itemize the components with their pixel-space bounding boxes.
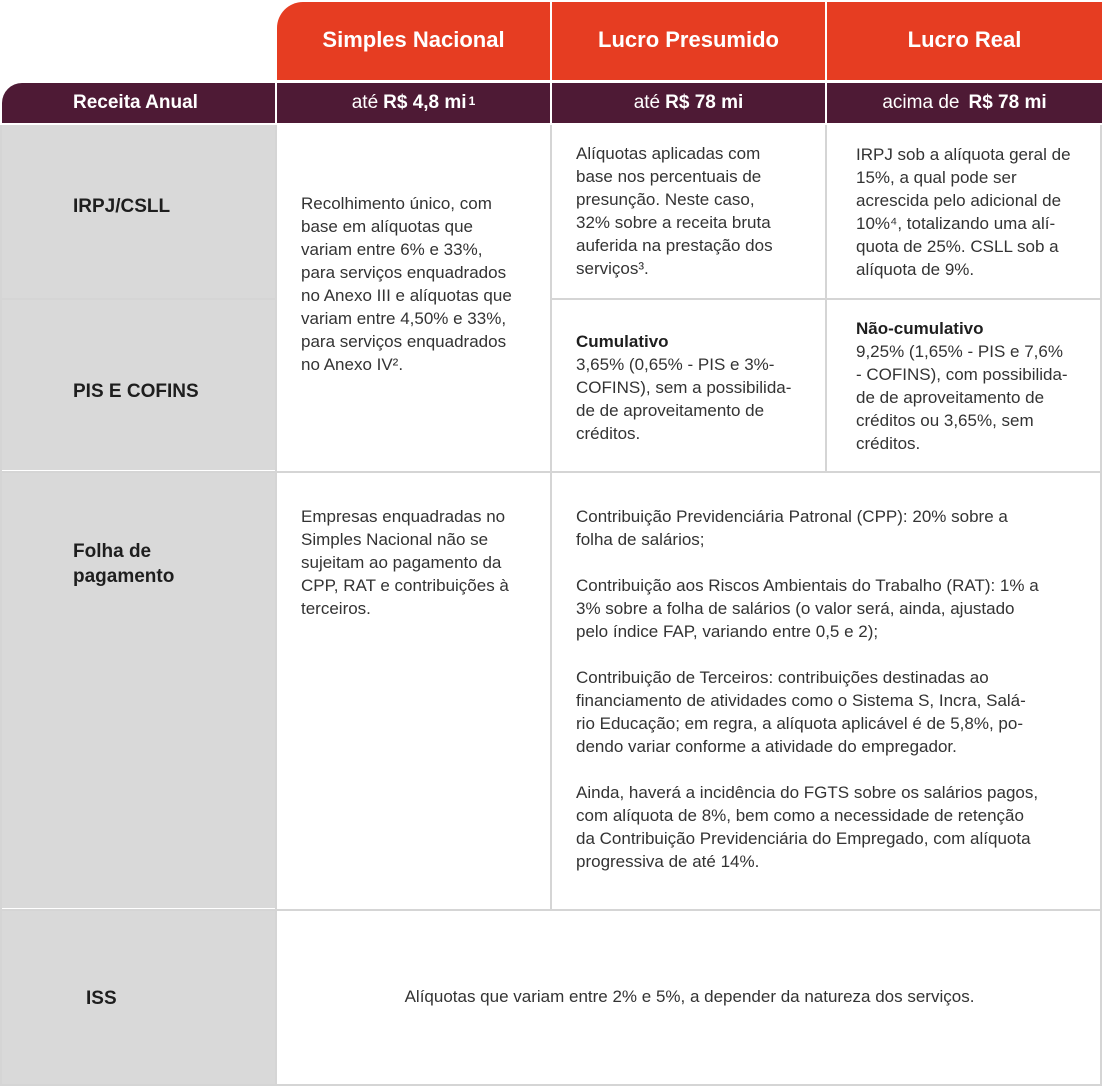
row-label-text: pagamento <box>73 566 175 587</box>
cell-line: de de aproveitamento de <box>856 388 1045 407</box>
receita-value: R$ 4,8 mi <box>383 92 467 113</box>
cell-line: Ainda, haverá a incidência do FGTS sobre os salários pagos, <box>576 783 1039 802</box>
grid-line <box>550 298 1102 300</box>
cell-line: variam entre 6% e 33%, <box>301 240 483 259</box>
cell-heading: Cumulativo <box>576 332 669 351</box>
cell-line: créditos. <box>576 424 641 443</box>
cell-line: Alíquotas aplicadas com <box>576 144 761 163</box>
cell-line: acrescida pelo adicional de <box>856 191 1062 210</box>
grid-line <box>0 471 1102 473</box>
receita-label-text: Receita Anual <box>73 92 198 113</box>
cell-line: Alíquotas que variam entre 2% e 5%, a depender da natureza dos serviços. <box>404 987 975 1006</box>
row-label-irpj-csll <box>2 125 275 298</box>
grid-line <box>275 125 277 1086</box>
cell-line: com alíquota de 8%, bem como a necessidade de retenção <box>576 806 1024 825</box>
cell-line: 15%, a qual pode ser <box>856 168 1017 187</box>
folha-paragraph-cpp <box>576 505 1096 551</box>
receita-real <box>827 83 1102 123</box>
cell-line: CPP, RAT e contribuições à <box>301 576 509 595</box>
cell-line: Contribuição Previdenciária Patronal (CPP): 20% sobre a <box>576 507 1008 526</box>
cell-line: Simples Nacional não se <box>301 530 489 549</box>
cell-line: 3,65% (0,65% - PIS e 3%- <box>576 355 775 374</box>
cell-line: IRPJ sob a alíquota geral de <box>856 145 1071 164</box>
header-label: Simples Nacional <box>322 26 505 52</box>
cell-line: base em alíquotas que <box>301 217 474 236</box>
cell-line: folha de salários; <box>576 530 705 549</box>
folha-paragraph-fgts <box>576 781 1096 873</box>
cell-line: COFINS), sem a possibilida- <box>576 378 792 397</box>
simples-irpj-pis-cell <box>301 192 546 376</box>
real-irpj-cell <box>856 143 1100 281</box>
simples-folha-cell <box>301 505 546 620</box>
cell-line: no Anexo III e alíquotas que <box>301 286 512 305</box>
cell-line: 10%⁴, totalizando uma alí- <box>856 214 1056 233</box>
cell-line: rio Educação; em regra, a alíquota aplicável é de 5,8%, po- <box>576 714 1023 733</box>
row-label-text: PIS E COFINS <box>73 381 199 402</box>
cell-line: financiamento de atividades como o Sistema S, Incra, Salá- <box>576 691 1026 710</box>
row-label-text: ISS <box>86 988 117 1009</box>
cell-line: alíquota de 9%. <box>856 260 975 279</box>
footnote-marker: 1 <box>468 94 476 108</box>
real-pis-cell <box>856 317 1100 455</box>
grid-line <box>0 909 1102 911</box>
cell-line: para serviços enquadrados <box>301 263 507 282</box>
cell-line: 32% sobre a receita bruta <box>576 213 771 232</box>
folha-paragraph-terceiros <box>576 666 1096 758</box>
cell-line: pelo índice FAP, variando entre 0,5 e 2); <box>576 622 879 641</box>
cell-line: créditos. <box>856 434 921 453</box>
grid-line <box>550 125 552 910</box>
receita-value: R$ 78 mi <box>968 92 1047 113</box>
header-lucro-real <box>827 2 1102 80</box>
row-label-folha-pagamento <box>2 473 275 908</box>
cell-line: auferida na prestação dos <box>576 236 773 255</box>
cell-line: Contribuição de Terceiros: contribuições destinadas ao <box>576 668 989 687</box>
row-label-iss <box>2 911 275 1084</box>
receita-prefix: acima de <box>882 92 960 113</box>
receita-simples <box>277 83 550 123</box>
cell-line: para serviços enquadrados <box>301 332 507 351</box>
cell-line: terceiros. <box>301 599 371 618</box>
cell-line: Empresas enquadradas no <box>301 507 506 526</box>
cell-line: base nos percentuais de <box>576 167 762 186</box>
cell-line: presunção. Neste caso, <box>576 190 755 209</box>
cell-line: Contribuição aos Riscos Ambientais do Trabalho (RAT): 1% a <box>576 576 1039 595</box>
cell-line: sujeitam ao pagamento da <box>301 553 502 572</box>
folha-contribuicoes-cell <box>576 505 1096 873</box>
grid-line <box>0 125 2 1086</box>
cell-line: variam entre 4,50% e 33%, <box>301 309 507 328</box>
cell-line: de de aproveitamento de <box>576 401 765 420</box>
receita-value: R$ 78 mi <box>665 92 744 113</box>
cell-line: no Anexo IV². <box>301 355 404 374</box>
cell-line: - COFINS), com possibilida- <box>856 365 1068 384</box>
header-simples-nacional <box>277 2 550 80</box>
cell-line: Recolhimento único, com <box>301 194 492 213</box>
row-label-text: IRPJ/CSLL <box>73 196 171 217</box>
grid-line <box>0 298 275 300</box>
receita-prefix: até <box>351 92 379 113</box>
cell-line: serviços³. <box>576 259 649 278</box>
row-label-text: Folha de <box>73 541 152 562</box>
header-label: Lucro Presumido <box>598 26 779 52</box>
cell-line: quota de 25%. CSLL sob a <box>856 237 1059 256</box>
cell-line: dendo variar conforme a atividade do empregador. <box>576 737 957 756</box>
receita-anual-label <box>2 83 275 123</box>
presumido-pis-cell <box>576 330 821 445</box>
cell-heading: Não-cumulativo <box>856 319 984 338</box>
presumido-irpj-cell <box>576 142 821 280</box>
cell-line: da Contribuição Previdenciária do Empregado, com alíquota <box>576 829 1031 848</box>
folha-paragraph-rat <box>576 574 1096 643</box>
iss-cell <box>277 985 1102 1008</box>
header-lucro-presumido <box>552 2 825 80</box>
cell-line: 9,25% (1,65% - PIS e 7,6% <box>856 342 1063 361</box>
receita-presumido <box>552 83 825 123</box>
row-label-pis-cofins <box>2 300 275 470</box>
header-label: Lucro Real <box>907 26 1022 52</box>
cell-line: créditos ou 3,65%, sem <box>856 411 1034 430</box>
cell-line: progressiva de até 14%. <box>576 852 760 871</box>
receita-prefix: até <box>633 92 661 113</box>
cell-line: 3% sobre a folha de salários (o valor será, ainda, ajustado <box>576 599 1015 618</box>
